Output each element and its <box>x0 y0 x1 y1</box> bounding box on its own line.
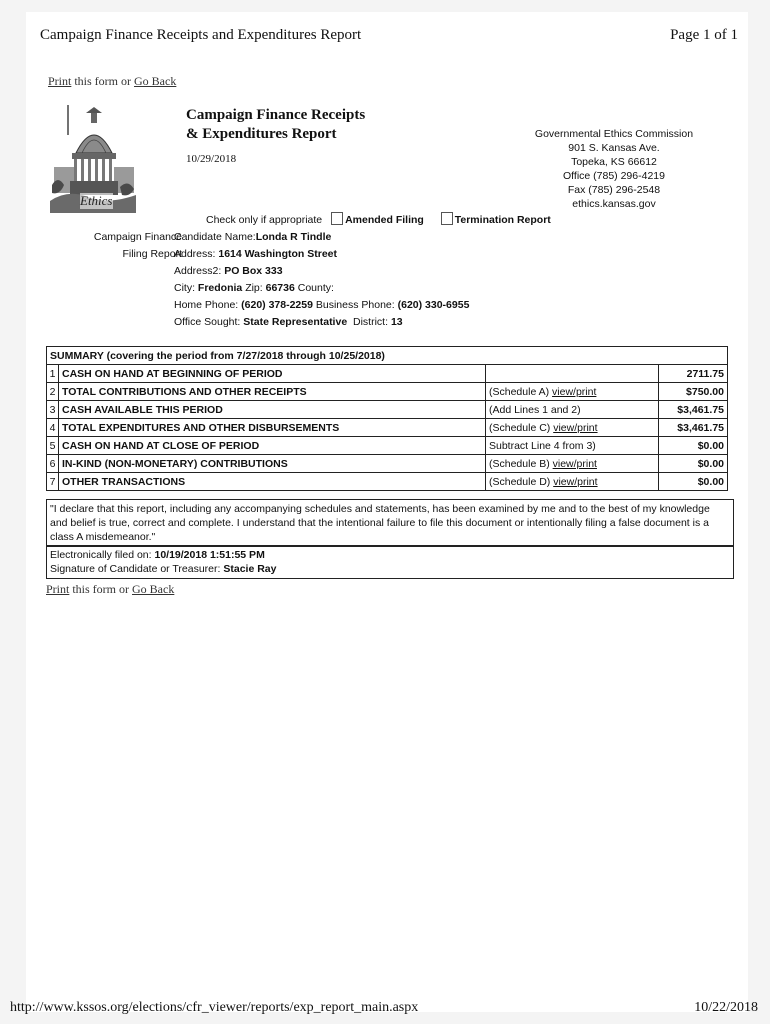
summary-row <box>47 437 728 455</box>
city-value: Fredonia <box>197 282 243 294</box>
row-amount: $750.00 <box>659 383 728 401</box>
summary-row <box>47 455 728 473</box>
bottom-nav <box>46 582 174 597</box>
home-phone-value: (620) 378-2259 <box>241 299 313 311</box>
row-schedule <box>486 365 659 383</box>
zip-label: Zip: <box>245 282 263 294</box>
view-print-link[interactable]: view/print <box>552 457 597 470</box>
business-phone-label: Business Phone: <box>315 299 395 311</box>
print-link-bottom[interactable]: Print <box>46 582 70 596</box>
schedule-text: (Schedule D) <box>489 475 554 488</box>
business-phone-value: (620) 330-6955 <box>397 299 470 311</box>
row-number: 4 <box>47 419 59 437</box>
row-description: CASH ON HAND AT CLOSE OF PERIOD <box>59 437 486 455</box>
termination-report-checkbox[interactable] <box>441 212 453 225</box>
summary-heading: SUMMARY (covering the period from 7/27/2018 through 10/25/2018) <box>47 347 728 365</box>
row-number: 7 <box>47 473 59 491</box>
home-phone-label: Home Phone: <box>174 299 239 311</box>
agency-street: 901 S. Kansas Ave. <box>568 142 660 154</box>
address-value: 1614 Washington Street <box>218 248 337 260</box>
county-label: County: <box>297 282 334 294</box>
row-description: TOTAL EXPENDITURES AND OTHER DISBURSEMENTS <box>59 419 486 437</box>
row-number: 5 <box>47 437 59 455</box>
address2-row <box>174 263 469 280</box>
nav-text: this form or <box>71 74 135 88</box>
nav-text-bottom: this form or <box>69 582 133 596</box>
filed-label: Electronically filed on: <box>50 549 152 561</box>
summary-row <box>47 473 728 491</box>
amended-filing-label: Amended Filing <box>345 214 424 226</box>
row-schedule <box>486 383 659 401</box>
summary-row <box>47 365 728 383</box>
summary-rows <box>47 365 728 491</box>
row-number: 2 <box>47 383 59 401</box>
row-description: CASH ON HAND AT BEGINNING OF PERIOD <box>59 365 486 383</box>
side-label-line-1: Campaign Finance <box>93 231 182 243</box>
summary-heading-row <box>47 347 728 365</box>
candidate-row <box>174 229 469 246</box>
report-date: 10/29/2018 <box>186 153 237 165</box>
agency-name: Governmental Ethics Commission <box>534 128 694 140</box>
row-amount: $0.00 <box>659 437 728 455</box>
office-value: State Representative <box>243 316 348 328</box>
summary-row <box>47 383 728 401</box>
row-description: TOTAL CONTRIBUTIONS AND OTHER RECEIPTS <box>59 383 486 401</box>
address-row <box>174 246 469 263</box>
phone-row <box>174 297 469 314</box>
office-label: Office Sought: <box>174 316 241 328</box>
row-schedule <box>486 437 659 455</box>
row-schedule <box>486 401 659 419</box>
row-number: 6 <box>47 455 59 473</box>
agency-website: ethics.kansas.gov <box>572 198 656 210</box>
row-description: OTHER TRANSACTIONS <box>59 473 486 491</box>
summary-row <box>47 419 728 437</box>
candidate-label: Candidate Name: <box>174 231 256 243</box>
filed-row <box>50 548 730 562</box>
view-print-link[interactable]: view/print <box>552 385 597 398</box>
row-amount: $3,461.75 <box>659 401 728 419</box>
summary-table <box>46 346 728 491</box>
schedule-text: (Schedule B) <box>489 457 553 470</box>
termination-report-label: Termination Report <box>454 214 551 226</box>
ethics-capitol-logo <box>48 105 138 213</box>
go-back-link-bottom[interactable]: Go Back <box>132 582 175 596</box>
check-label: Check only if appropriate <box>206 214 323 226</box>
row-number: 1 <box>47 365 59 383</box>
footer-url: http://www.kssos.org/elections/cfr_viewer/reports/exp_report_main.aspx <box>10 1000 419 1015</box>
row-amount: $3,461.75 <box>659 419 728 437</box>
district-label: District: <box>353 316 389 328</box>
office-row <box>174 314 469 331</box>
candidate-info <box>174 229 469 331</box>
go-back-link[interactable]: Go Back <box>134 74 177 88</box>
amended-filing-checkbox[interactable] <box>331 212 343 225</box>
signature-label: Signature of Candidate or Treasurer: <box>50 563 221 575</box>
filing-type-row <box>206 212 551 229</box>
schedule-text: Subtract Line 4 from 3) <box>489 439 596 452</box>
address2-label: Address2: <box>174 265 222 277</box>
agency-city: Topeka, KS 66612 <box>571 156 657 168</box>
schedule-text: (Schedule C) <box>489 421 554 434</box>
schedule-text: (Schedule A) <box>489 385 553 398</box>
report-title-line-1: Campaign Finance Receipts <box>186 107 366 123</box>
row-description: IN-KIND (NON-MONETARY) CONTRIBUTIONS <box>59 455 486 473</box>
view-print-link[interactable]: view/print <box>553 421 598 434</box>
zip-value: 66736 <box>265 282 295 294</box>
page-count: Page 1 of 1 <box>670 27 738 43</box>
electronic-filing-block <box>46 545 734 579</box>
agency-office-phone: Office (785) 296-4219 <box>563 170 665 182</box>
schedule-text: (Add Lines 1 and 2) <box>489 403 581 416</box>
row-amount: 2711.75 <box>659 365 728 383</box>
address2-value: PO Box 333 <box>224 265 283 277</box>
city-label: City: <box>174 282 195 294</box>
print-link[interactable]: Print <box>48 74 72 88</box>
summary-row <box>47 401 728 419</box>
declaration-statement: "I declare that this report, including any accompanying schedules and statements, has been examined by me and to the best of my knowledge and belief is true, correct and complete. I understand that the intentional failure to file this document or intentionally filing a false document is a class A misdemeanor." <box>46 499 734 547</box>
filed-datetime: 10/19/2018 1:51:55 PM <box>154 549 265 561</box>
side-label <box>75 229 182 263</box>
row-number: 3 <box>47 401 59 419</box>
logo-caption: Ethics <box>80 193 113 208</box>
signer-name: Stacie Ray <box>223 563 277 575</box>
row-schedule <box>486 473 659 491</box>
report-title-line-2: & Expenditures Report <box>186 126 337 142</box>
row-description: CASH AVAILABLE THIS PERIOD <box>59 401 486 419</box>
address-label: Address: <box>174 248 216 260</box>
row-amount: $0.00 <box>659 455 728 473</box>
row-amount: $0.00 <box>659 473 728 491</box>
agency-address-block <box>486 127 742 211</box>
city-row <box>174 280 469 297</box>
agency-fax: Fax (785) 296-2548 <box>567 184 661 196</box>
row-schedule <box>486 455 659 473</box>
side-label-line-2: Filing Report <box>122 248 182 260</box>
row-schedule <box>486 419 659 437</box>
candidate-name: Londa R Tindle <box>255 231 332 243</box>
view-print-link[interactable]: view/print <box>553 475 598 488</box>
footer-date: 10/22/2018 <box>694 1000 758 1015</box>
signature-row <box>50 562 730 576</box>
browser-print-title: Campaign Finance Receipts and Expenditures Report <box>40 27 362 43</box>
district-value: 13 <box>390 316 403 328</box>
top-nav <box>48 74 176 89</box>
report-title <box>186 106 365 144</box>
report-page <box>26 12 748 1012</box>
